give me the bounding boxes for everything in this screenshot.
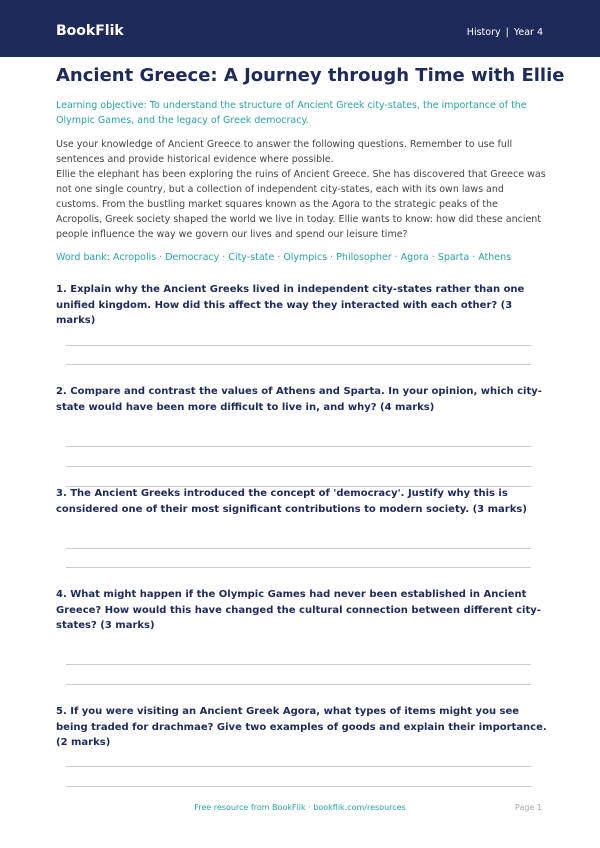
subject-label: History: [466, 27, 501, 38]
question-5: 5. If you were visiting an Ancient Greek Agora, what types of items might you see being traded for drachmae? Give two examples of goods and explain their importance. (2 marks): [56, 706, 547, 748]
answer-line[interactable]: [66, 364, 531, 365]
meta-separator: |: [505, 27, 509, 38]
instructions-text: Use your knowledge of Ancient Greece to answer the following questions. Remember to use full sentences and provide historical evidence where possible.: [56, 139, 513, 165]
question-3: 3. The Ancient Greeks introduced the concept of 'democracy'. Justify why this is considered one of their most significant contributions to modern society. (3 marks): [56, 488, 527, 515]
brand-logo: BookFlik: [56, 23, 124, 39]
page-number: Page 1: [515, 803, 542, 812]
question-1: 1. Explain why the Ancient Greeks lived in independent city-states rather than one unified kingdom. How did this affect the way they interacted with each other? (3 marks): [56, 284, 525, 326]
answer-line[interactable]: [66, 548, 531, 549]
question-4: 4. What might happen if the Olympic Games had never been established in Ancient Greece? How would this have changed the cultural connection between different city-states? (3 marks): [56, 589, 541, 631]
word-bank: Word bank: Acropolis · Democracy · City-state · Olympics · Philosopher · Agora · Sparta · Athens: [56, 252, 512, 263]
page-header: [0, 0, 600, 57]
question-2: 2. Compare and contrast the values of Athens and Sparta. In your opinion, which city-state would have been more difficult to live in, and why? (4 marks): [56, 386, 542, 413]
answer-line[interactable]: [66, 446, 531, 447]
answer-line[interactable]: [66, 664, 531, 665]
answer-line[interactable]: [66, 345, 531, 346]
answer-line[interactable]: [66, 466, 531, 467]
header-meta: [467, 26, 543, 40]
story-text: Ellie the elephant has been exploring the ruins of Ancient Greece. She has discovered that Greece was not one single country, but a collection of independent city-states, each with its own laws and customs. From the bustling market squares known as the Agora to the strategic peaks of the Acropolis, Greek society shaped the world we live in today. Ellie wants to know: how did these ancient people influence the way we govern our lives and spend our leisure time?: [56, 169, 546, 240]
page-title: Ancient Greece: A Journey through Time with Ellie: [56, 65, 565, 86]
footer-credit: Free resource from BookFlik · bookflik.com/resources: [194, 803, 406, 812]
answer-line[interactable]: [66, 766, 531, 767]
answer-line[interactable]: [66, 567, 531, 568]
year-label: Year 4: [513, 27, 543, 38]
answer-line[interactable]: [66, 684, 531, 685]
answer-line[interactable]: [66, 786, 531, 787]
learning-objective: Learning objective: To understand the structure of Ancient Greek city-states, the importance of the Olympic Games, and the legacy of Greek democracy.: [56, 100, 527, 126]
